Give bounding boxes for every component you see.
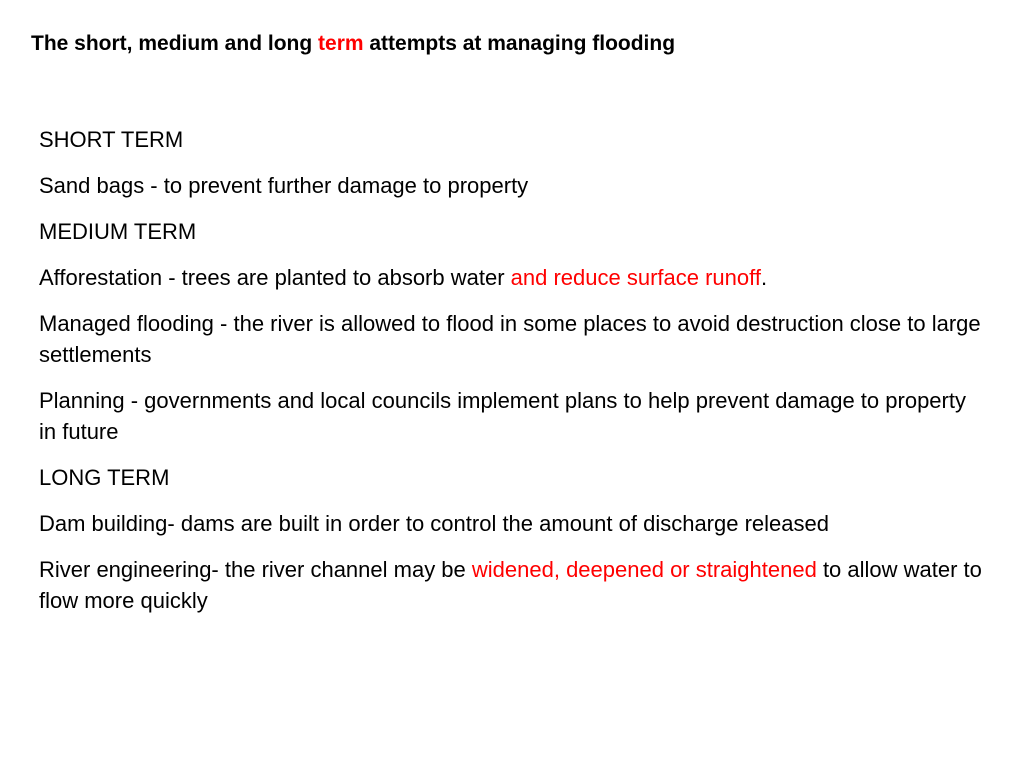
afforestation-item <box>39 262 989 293</box>
river-engineering-highlight: widened, deepened or straightened <box>471 557 817 582</box>
slide-title <box>31 30 675 58</box>
content-body <box>39 124 989 631</box>
title-text-start: The short, medium and long <box>31 32 319 55</box>
river-engineering-text: River engineering- the river channel may be <box>39 557 472 582</box>
title-highlight: term <box>318 32 364 55</box>
managed-flooding-item: Managed flooding - the river is allowed to flood in some places to avoid destruction close to large settlements <box>39 311 981 367</box>
afforestation-highlight: and reduce surface runoff <box>510 265 761 290</box>
short-term-heading: SHORT TERM <box>39 127 184 152</box>
long-term-heading: LONG TERM <box>39 465 170 490</box>
afforestation-text: Afforestation - trees are planted to absorb water <box>39 265 511 290</box>
afforestation-end: . <box>760 265 768 290</box>
title-text-end: attempts at managing flooding <box>363 32 676 55</box>
planning-item: Planning - governments and local councils implement plans to help prevent damage to property in future <box>39 388 966 444</box>
medium-term-heading: MEDIUM TERM <box>39 219 197 244</box>
river-engineering-item <box>39 554 989 616</box>
sand-bags-item: Sand bags - to prevent further damage to property <box>39 173 529 198</box>
river-engineering-end: to allow water to flow more quickly <box>39 557 982 613</box>
dam-building-item: Dam building- dams are built in order to control the amount of discharge released <box>39 511 829 536</box>
